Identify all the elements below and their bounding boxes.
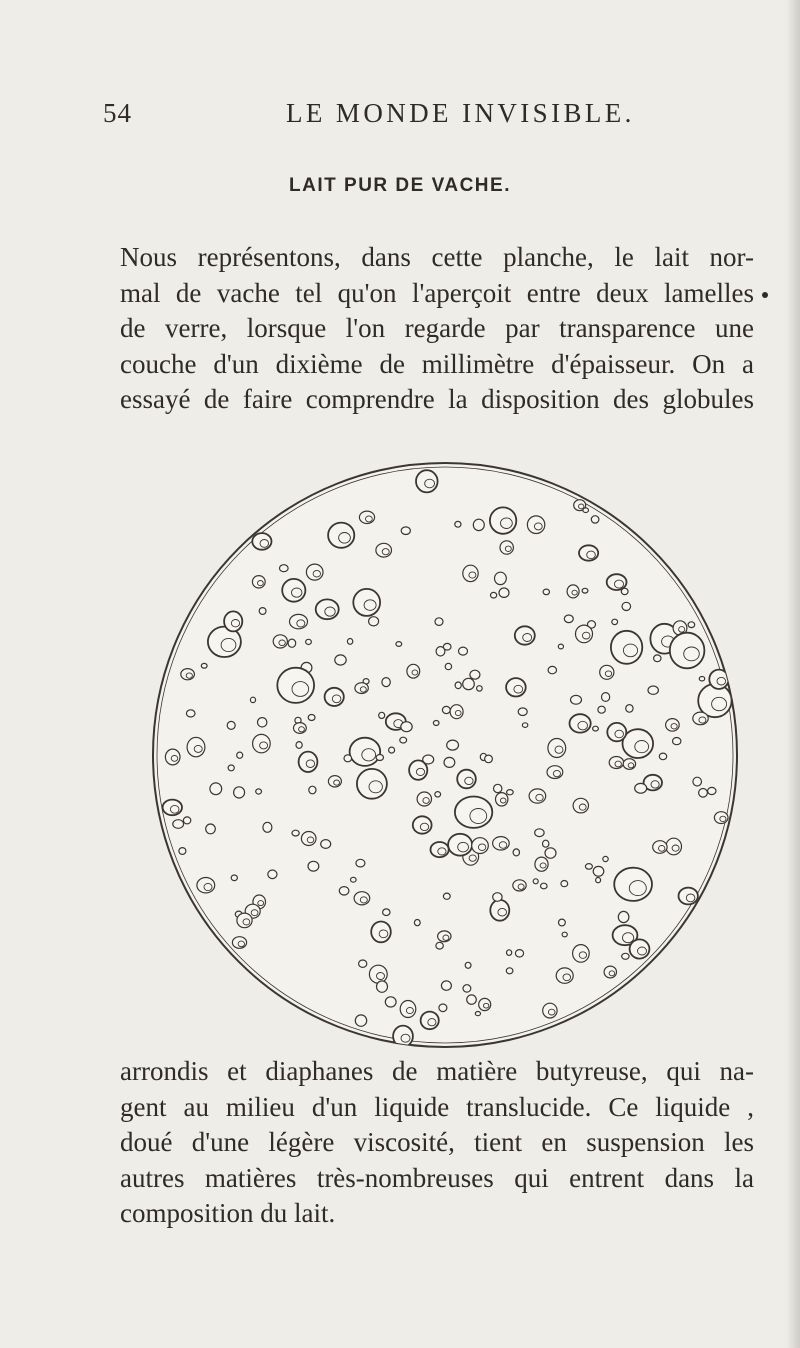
- fat-globule: [421, 1012, 439, 1030]
- fat-globule: [455, 682, 461, 689]
- fat-globule: [493, 893, 502, 902]
- fat-globule: [495, 572, 507, 584]
- fat-globule: [611, 631, 642, 664]
- fat-globule: [210, 783, 222, 795]
- text-line: doué d'une légère viscosité, tient en suspension les: [120, 1127, 754, 1157]
- fat-globule: [582, 588, 588, 593]
- fat-globule: [308, 861, 319, 871]
- fat-globule: [470, 670, 480, 679]
- fat-globule: [494, 784, 502, 792]
- fat-globule: [234, 787, 245, 798]
- paragraph-description: [120, 1054, 754, 1232]
- text-line: essayé de faire comprendre la disposition des globules: [120, 384, 754, 414]
- fat-globule: [635, 783, 647, 793]
- fat-globule: [475, 1012, 480, 1016]
- fat-globule: [614, 868, 652, 901]
- fat-globule: [670, 633, 705, 669]
- fat-globule: [654, 655, 661, 662]
- fat-globule: [296, 742, 302, 749]
- fat-globule: [467, 995, 477, 1004]
- fat-globule: [441, 981, 451, 990]
- fat-globule: [201, 663, 207, 668]
- fat-globule: [339, 887, 349, 895]
- fat-globule: [357, 769, 387, 799]
- fat-globule: [436, 942, 443, 949]
- fat-globule: [355, 1015, 366, 1026]
- fat-globule: [268, 870, 277, 879]
- fat-globule: [227, 721, 235, 729]
- fat-globule: [308, 715, 315, 721]
- fat-globule: [699, 789, 708, 798]
- fat-globule: [187, 737, 205, 756]
- fat-globule: [299, 752, 318, 772]
- fat-globule: [288, 639, 296, 647]
- fat-globule: [564, 615, 573, 623]
- fat-globule: [591, 516, 599, 523]
- text-line: Nous représentons, dans cette planche, le lait nor-: [120, 242, 754, 272]
- fat-globule: [282, 579, 305, 602]
- fat-globule: [186, 710, 195, 717]
- fat-globule: [490, 507, 516, 533]
- fat-globule: [485, 755, 493, 763]
- fat-globule: [173, 820, 184, 829]
- fat-globule: [688, 622, 695, 628]
- fat-globule: [559, 919, 566, 926]
- fat-globule: [445, 663, 451, 669]
- fat-globule: [513, 849, 519, 856]
- fat-globule: [231, 875, 237, 881]
- fat-globule: [562, 932, 567, 937]
- text-line: couche d'un dixième de millimètre d'épaisseur. On a: [120, 348, 754, 379]
- fat-globule: [543, 840, 549, 847]
- fat-globule: [541, 883, 548, 889]
- fat-globule: [507, 950, 512, 956]
- fat-globule: [612, 619, 618, 624]
- fat-globule: [561, 881, 568, 887]
- fat-globule: [545, 848, 556, 858]
- fat-globule: [603, 856, 608, 861]
- milk-micrograph-figure: [140, 430, 770, 1080]
- fat-globule: [443, 893, 450, 899]
- fat-globule: [571, 695, 582, 704]
- fat-globule: [292, 830, 299, 836]
- section-title: LAIT PUR DE VACHE.: [289, 175, 511, 196]
- fat-globule: [369, 965, 387, 983]
- fat-globule: [506, 968, 513, 974]
- fat-globule: [435, 618, 443, 626]
- fat-globule: [602, 693, 610, 702]
- fat-globule: [515, 626, 535, 644]
- fat-globule: [228, 765, 234, 771]
- fat-globule: [699, 677, 704, 681]
- fat-globule: [439, 1004, 447, 1012]
- fat-globule: [401, 722, 412, 732]
- fat-globule: [379, 712, 385, 718]
- fat-globule: [447, 740, 459, 750]
- fat-globule: [328, 523, 354, 548]
- fat-globule: [321, 840, 331, 849]
- fat-globule: [183, 817, 190, 824]
- page-edge-shadow: [786, 0, 800, 1348]
- fat-globule: [648, 686, 658, 694]
- fat-globule: [335, 655, 346, 665]
- fat-globule: [277, 668, 314, 703]
- fat-globule: [389, 747, 395, 753]
- text-line: composition du lait.: [120, 1198, 336, 1228]
- fat-globule: [309, 786, 316, 794]
- book-title: LE MONDE INVISIBLE.: [286, 98, 635, 128]
- fat-globule: [280, 565, 289, 572]
- fat-globule: [444, 757, 455, 767]
- fat-globule: [583, 508, 589, 513]
- fat-globule: [258, 718, 267, 727]
- fat-globule: [463, 678, 475, 689]
- fat-globule: [351, 877, 357, 882]
- fat-globule: [659, 753, 666, 760]
- fat-globule: [414, 920, 420, 926]
- fat-globule: [306, 639, 312, 644]
- fat-globule: [673, 738, 681, 745]
- text-line: mal de vache tel qu'on l'aperçoit entre deux lamelles: [120, 277, 754, 308]
- fat-globule: [465, 962, 471, 968]
- fat-globule: [593, 866, 604, 876]
- fat-globule: [585, 864, 592, 870]
- fat-globule: [506, 678, 526, 696]
- fat-globule: [618, 911, 629, 922]
- fat-globule: [679, 888, 698, 905]
- fat-globule: [507, 790, 514, 795]
- fat-globule: [369, 617, 379, 626]
- fat-globule: [570, 714, 591, 732]
- fat-globule: [499, 588, 509, 597]
- micrograph-illustration: [140, 430, 770, 1080]
- text-line: arrondis et diaphanes de matière butyreuse, qui na-: [120, 1056, 754, 1086]
- fat-globule: [206, 824, 216, 834]
- fat-globule: [344, 755, 352, 762]
- fat-globule: [491, 592, 497, 598]
- fat-globule: [252, 533, 271, 550]
- fat-globule: [598, 706, 605, 713]
- fat-globule: [383, 909, 390, 916]
- paragraph-intro: [120, 240, 754, 418]
- fat-globule: [693, 777, 702, 786]
- fat-globule: [622, 953, 629, 959]
- fat-globule: [455, 797, 492, 828]
- fat-globule: [515, 950, 523, 957]
- fat-globule: [179, 848, 186, 855]
- fat-globule: [250, 697, 255, 702]
- running-head: [103, 98, 743, 138]
- fat-globule: [455, 521, 461, 527]
- fat-globule: [401, 527, 410, 535]
- fat-globule: [385, 997, 396, 1007]
- fat-globule: [543, 589, 549, 595]
- fat-globule: [377, 981, 388, 992]
- fat-globule: [256, 789, 262, 794]
- fat-globule: [463, 985, 471, 992]
- fat-globule: [622, 602, 631, 610]
- fat-globule: [435, 792, 441, 797]
- fat-globule: [442, 706, 450, 713]
- page-number: 54: [103, 98, 132, 128]
- margin-speck: [762, 292, 768, 298]
- fat-globule: [376, 755, 383, 761]
- fat-globule: [359, 960, 367, 967]
- fat-globule: [626, 705, 633, 713]
- fat-globule: [400, 737, 407, 743]
- text-line: de verre, lorsque l'on regarde par transparence une: [120, 313, 754, 343]
- fat-globule: [473, 519, 484, 530]
- fat-globule: [353, 589, 380, 616]
- fat-globule: [477, 686, 483, 691]
- fat-globule: [459, 647, 468, 655]
- fat-globule: [433, 721, 439, 726]
- fat-globule: [413, 816, 432, 833]
- fat-globule: [533, 879, 538, 884]
- fat-globule: [708, 787, 716, 794]
- fat-globule: [596, 878, 601, 883]
- fat-globule: [558, 644, 563, 649]
- fat-globule: [518, 708, 527, 716]
- fat-globule: [448, 834, 472, 856]
- fat-globule: [263, 822, 272, 832]
- fat-globule: [382, 678, 390, 687]
- fat-globule: [316, 599, 339, 619]
- fat-globule: [237, 752, 243, 758]
- fat-globule: [593, 726, 599, 731]
- fat-globule: [347, 639, 352, 645]
- fat-globule: [197, 878, 215, 893]
- fat-globule: [350, 738, 381, 766]
- fat-globule: [259, 608, 266, 615]
- fat-globule: [535, 829, 544, 837]
- text-line: gent au milieu d'un liquide translucide. Ce liquide ,: [120, 1091, 754, 1122]
- fat-globule: [396, 642, 402, 647]
- fat-globule: [522, 723, 527, 728]
- text-line: autres matières très-nombreuses qui entrent dans la: [120, 1162, 754, 1193]
- fat-globule: [325, 688, 344, 706]
- fat-globule: [356, 859, 365, 867]
- fat-globule: [548, 666, 556, 673]
- fat-globule: [443, 643, 451, 650]
